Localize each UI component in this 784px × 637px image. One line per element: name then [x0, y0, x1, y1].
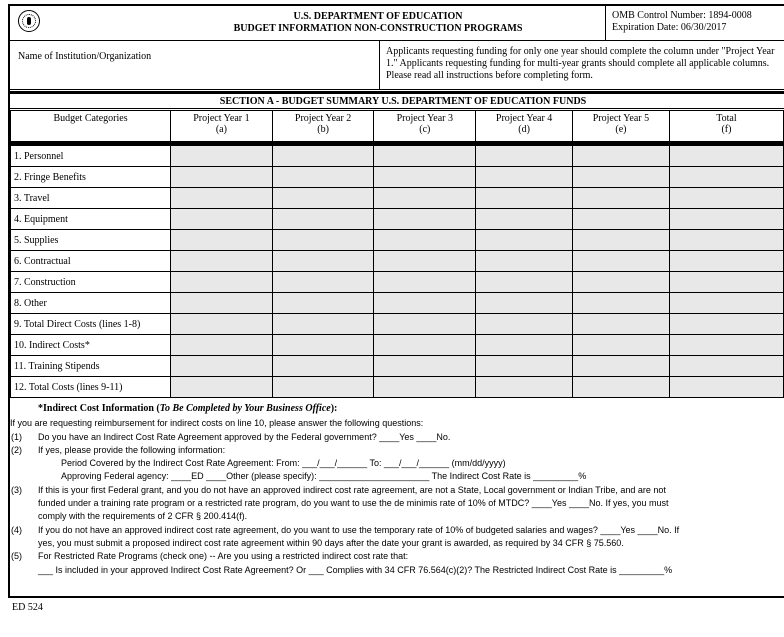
omb-info [605, 4, 784, 40]
table-row [11, 335, 784, 356]
amount-input-cell[interactable] [272, 356, 374, 377]
amount-input-cell[interactable] [374, 230, 476, 251]
institution-row [8, 41, 784, 90]
column-header [171, 111, 273, 142]
amount-input-cell[interactable] [272, 293, 374, 314]
column-header [573, 111, 670, 142]
omb-control-number: OMB Control Number: 1894-0008 [612, 10, 752, 21]
amount-input-cell[interactable] [374, 209, 476, 230]
amount-input-cell[interactable] [669, 146, 783, 167]
amount-input-cell[interactable] [272, 146, 374, 167]
budget-category-label: 10. Indirect Costs* [11, 335, 171, 356]
column-letter: (e) [615, 124, 627, 135]
question-5: (5) For Restricted Rate Programs (check one) -- Are you using a restricted indirect cost rate that: [11, 551, 409, 562]
amount-input-cell[interactable] [573, 314, 670, 335]
amount-input-cell[interactable] [272, 251, 374, 272]
table-row [11, 272, 784, 293]
budget-category-label: 8. Other [11, 293, 171, 314]
table-row [11, 314, 784, 335]
amount-input-cell[interactable] [272, 167, 374, 188]
question-3-line-3: comply with the requirements of 2 CFR § 200.414(f). [38, 511, 248, 522]
column-letter: (f) [721, 124, 732, 135]
amount-input-cell[interactable] [573, 377, 670, 398]
amount-input-cell[interactable] [272, 272, 374, 293]
table-row [11, 209, 784, 230]
amount-input-cell[interactable] [171, 209, 273, 230]
budget-category-label: 9. Total Direct Costs (lines 1-8) [11, 314, 171, 335]
department-name: U.S. DEPARTMENT OF EDUCATION [293, 11, 463, 22]
amount-input-cell[interactable] [476, 230, 573, 251]
expiration-date: Expiration Date: 06/30/2017 [612, 22, 727, 33]
indirect-intro: If you are requesting reimbursement for indirect costs on line 10, please answer the following questions: [10, 418, 424, 429]
budget-category-label: 3. Travel [11, 188, 171, 209]
amount-input-cell[interactable] [272, 335, 374, 356]
form-name: BUDGET INFORMATION NON-CONSTRUCTION PROGRAMS [233, 23, 523, 34]
amount-input-cell[interactable] [374, 293, 476, 314]
column-letter: (a) [215, 124, 227, 135]
amount-input-cell[interactable] [669, 335, 783, 356]
column-name: Project Year 2 [294, 113, 352, 124]
amount-input-cell[interactable] [171, 167, 273, 188]
question-2-agency: Approving Federal agency: ____ED ____Other (please specify): ______________________ The Indirect Cost Rate is _________% [61, 471, 587, 482]
amount-input-cell[interactable] [476, 188, 573, 209]
question-3: (3) If this is your first Federal grant, and you do not have an approved indirect cost rate agreement, are not a State, Local government or Indian Tribe, and are not [11, 484, 666, 495]
amount-input-cell[interactable] [476, 167, 573, 188]
question-4: (4) If you do not have an approved indirect cost rate agreement, do you want to use the temporary rate of 10% of budgeted salaries and wages? ____Yes ____No. If [11, 524, 680, 535]
column-letter: (b) [317, 124, 329, 135]
amount-input-cell[interactable] [272, 314, 374, 335]
budget-category-label: 1. Personnel [11, 146, 171, 167]
institution-divider [379, 41, 380, 90]
amount-input-cell[interactable] [272, 230, 374, 251]
form-title [168, 11, 588, 35]
department-seal-icon [18, 10, 40, 32]
instructions-note: Applicants requesting funding for only one year should complete the column under "Project Year 1." Applicants requesting funding for multi-year grants should complete all applicable columns. Please read all instructions before completing form. [386, 46, 775, 81]
amount-input-cell[interactable] [476, 293, 573, 314]
amount-input-cell[interactable] [669, 356, 783, 377]
amount-input-cell[interactable] [573, 188, 670, 209]
amount-input-cell[interactable] [272, 377, 374, 398]
amount-input-cell[interactable] [476, 356, 573, 377]
column-name: Project Year 3 [396, 113, 453, 124]
amount-input-cell[interactable] [669, 314, 783, 335]
amount-input-cell[interactable] [374, 167, 476, 188]
amount-input-cell[interactable] [374, 377, 476, 398]
column-letter: (c) [419, 124, 431, 135]
amount-input-cell[interactable] [476, 146, 573, 167]
amount-input-cell[interactable] [476, 335, 573, 356]
amount-input-cell[interactable] [171, 272, 273, 293]
column-letter: (d) [518, 124, 530, 135]
table-row [11, 167, 784, 188]
budget-category-label: 5. Supplies [11, 230, 171, 251]
column-header [374, 111, 476, 142]
amount-input-cell[interactable] [669, 209, 783, 230]
amount-input-cell[interactable] [374, 356, 476, 377]
amount-input-cell[interactable] [669, 272, 783, 293]
amount-input-cell[interactable] [573, 230, 670, 251]
amount-input-cell[interactable] [669, 293, 783, 314]
table-row [11, 293, 784, 314]
table-row [11, 230, 784, 251]
question-4-line-2: yes, you must submit a proposed indirect cost rate agreement within 90 days after the date your grant is awarded, as required by 34 CFR § 75.560. [38, 537, 624, 548]
amount-input-cell[interactable] [573, 146, 670, 167]
amount-input-cell[interactable] [573, 335, 670, 356]
amount-input-cell[interactable] [272, 188, 374, 209]
table-row [11, 377, 784, 398]
budget-summary-table [10, 110, 784, 398]
budget-category-label: 11. Training Stipends [11, 356, 171, 377]
column-name: Project Year 4 [495, 113, 553, 124]
form-number: ED 524 [12, 602, 43, 613]
column-header [11, 111, 171, 142]
question-3-line-2: funded under a training rate program or a restricted rate program, do you want to use the de minimis rate of 10% of MTDC? ____Yes ____No. If yes, you must [38, 498, 669, 509]
amount-input-cell[interactable] [476, 272, 573, 293]
table-row [11, 146, 784, 167]
column-name: Total [716, 113, 737, 124]
table-header-row [11, 111, 784, 142]
amount-input-cell[interactable] [476, 314, 573, 335]
question-1: (1) Do you have an Indirect Cost Rate Agreement approved by the Federal government? ____Yes ____No. [11, 431, 451, 442]
question-2: (2) If yes, please provide the following information: [11, 444, 226, 455]
amount-input-cell[interactable] [374, 335, 476, 356]
amount-input-cell[interactable] [374, 188, 476, 209]
amount-input-cell[interactable] [171, 335, 273, 356]
amount-input-cell[interactable] [669, 188, 783, 209]
amount-input-cell[interactable] [171, 251, 273, 272]
column-header [476, 111, 573, 142]
amount-input-cell[interactable] [374, 314, 476, 335]
amount-input-cell[interactable] [171, 188, 273, 209]
section-a-title: SECTION A - BUDGET SUMMARY U.S. DEPARTMENT OF EDUCATION FUNDS [8, 95, 784, 109]
amount-input-cell[interactable] [171, 146, 273, 167]
amount-input-cell[interactable] [476, 377, 573, 398]
amount-input-cell[interactable] [374, 146, 476, 167]
amount-input-cell[interactable] [272, 209, 374, 230]
budget-category-label: 6. Contractual [11, 251, 171, 272]
institution-name-label: Name of Institution/Organization [18, 51, 152, 62]
amount-input-cell[interactable] [573, 356, 670, 377]
amount-input-cell[interactable] [669, 251, 783, 272]
amount-input-cell[interactable] [669, 230, 783, 251]
budget-category-label: 12. Total Costs (lines 9-11) [11, 377, 171, 398]
amount-input-cell[interactable] [171, 356, 273, 377]
amount-input-cell[interactable] [573, 167, 670, 188]
question-5-options: ___ Is included in your approved Indirect Cost Rate Agreement? Or ___ Complies with 34 CFR 76.564(c)(2)? The Restricted Indirect Cost Rate is _________% [38, 564, 673, 575]
column-header [272, 111, 374, 142]
budget-category-label: 4. Equipment [11, 209, 171, 230]
indirect-heading: *Indirect Cost Information (To Be Completed by Your Business Office): [38, 403, 338, 414]
question-2-period: Period Covered by the Indirect Cost Rate Agreement: From: ___/___/______ To: ___/___/______ (mm/dd/yyyy) [61, 458, 506, 469]
table-row [11, 188, 784, 209]
column-name: Project Year 1 [193, 113, 250, 124]
amount-input-cell[interactable] [573, 251, 670, 272]
amount-input-cell[interactable] [374, 251, 476, 272]
amount-input-cell[interactable] [476, 209, 573, 230]
form-header [8, 4, 784, 41]
budget-category-label: 7. Construction [11, 272, 171, 293]
amount-input-cell[interactable] [573, 293, 670, 314]
column-header [669, 111, 783, 142]
table-row [11, 356, 784, 377]
amount-input-cell[interactable] [669, 167, 783, 188]
amount-input-cell[interactable] [374, 272, 476, 293]
table-row [11, 251, 784, 272]
amount-input-cell[interactable] [171, 293, 273, 314]
section-divider [8, 91, 784, 94]
column-name: Budget Categories [53, 113, 128, 124]
budget-category-label: 2. Fringe Benefits [11, 167, 171, 188]
indirect-cost-info [10, 402, 784, 577]
amount-input-cell[interactable] [171, 314, 273, 335]
amount-input-cell[interactable] [669, 377, 783, 398]
amount-input-cell[interactable] [476, 251, 573, 272]
amount-input-cell[interactable] [573, 209, 670, 230]
amount-input-cell[interactable] [171, 377, 273, 398]
amount-input-cell[interactable] [573, 272, 670, 293]
column-name: Project Year 5 [592, 113, 650, 124]
amount-input-cell[interactable] [171, 230, 273, 251]
